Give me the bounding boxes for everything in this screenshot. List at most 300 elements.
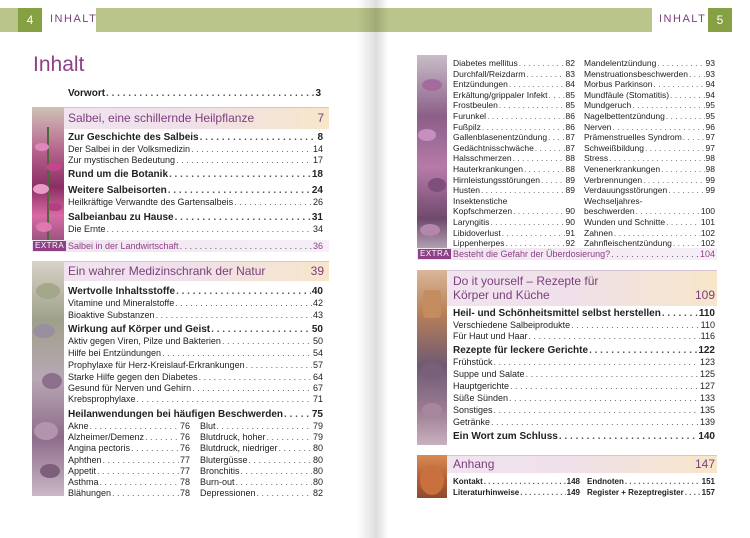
dot-leader xyxy=(612,122,704,133)
toc-entry[interactable] xyxy=(584,122,715,133)
dot-leader xyxy=(509,393,699,404)
toc-entry[interactable] xyxy=(453,206,575,217)
toc-page: 82 xyxy=(565,58,575,68)
section-page: 39 xyxy=(310,264,324,278)
toc-entry[interactable] xyxy=(453,153,575,164)
page-gutter-shadow xyxy=(375,0,389,538)
toc-page: 97 xyxy=(705,142,715,153)
toc-label: Blutergüsse xyxy=(200,454,248,465)
toc-entry[interactable] xyxy=(584,143,715,154)
toc-entry[interactable] xyxy=(68,348,323,359)
toc-label: Blutdruck, hoher xyxy=(200,432,266,443)
toc-label: Husten xyxy=(453,185,480,196)
toc-label: Fußpilz xyxy=(453,121,481,132)
toc-page: 94 xyxy=(705,79,715,90)
toc-label: Wirkung auf Körper und Geist xyxy=(68,324,211,335)
toc-page: 78 xyxy=(179,488,190,499)
dot-leader xyxy=(494,357,699,368)
toc-entry[interactable] xyxy=(584,79,715,90)
toc-page: 88 xyxy=(565,153,575,164)
toc-label: Krebsprophylaxe xyxy=(68,394,136,404)
toc-entry[interactable] xyxy=(584,153,715,164)
toc-entry[interactable] xyxy=(68,394,323,405)
toc-label: Hirnleistungsstörungen xyxy=(453,174,540,185)
toc-entry[interactable] xyxy=(584,175,715,186)
toc-label: Endnoten xyxy=(587,477,624,486)
toc-entry[interactable] xyxy=(68,168,323,181)
toc-entry[interactable] xyxy=(200,443,323,454)
toc-entry[interactable] xyxy=(68,197,323,208)
extra-badge: EXTRA xyxy=(420,249,450,258)
toc-page: 100 xyxy=(700,206,715,217)
toc-page: 98 xyxy=(705,164,715,174)
dot-leader xyxy=(683,132,705,143)
dot-leader xyxy=(103,455,179,466)
toc-page: 77 xyxy=(179,454,190,465)
page-gutter-shadow xyxy=(357,0,375,538)
toc-page: 78 xyxy=(179,477,190,487)
dot-leader xyxy=(535,143,565,154)
dot-leader xyxy=(481,185,565,196)
toc-page: 101 xyxy=(700,217,715,227)
section-page: 7 xyxy=(317,111,324,125)
toc-page: 79 xyxy=(312,421,323,431)
section-heading-salbei[interactable] xyxy=(68,111,324,125)
toc-entry[interactable] xyxy=(584,228,715,239)
dot-leader xyxy=(670,90,704,101)
toc-entry[interactable] xyxy=(453,393,715,404)
toc-entry[interactable] xyxy=(453,344,715,357)
toc-label: Wunden und Schnitte xyxy=(584,217,666,227)
dot-leader xyxy=(267,432,312,443)
toc-label: Zahnfleischentzündung xyxy=(584,238,672,249)
dot-leader xyxy=(668,185,704,196)
dot-leader xyxy=(137,394,312,405)
dot-leader xyxy=(490,217,564,228)
toc-entry[interactable] xyxy=(453,58,575,69)
toc-page: 157 xyxy=(701,488,715,497)
dot-leader xyxy=(145,432,179,443)
toc-entry[interactable] xyxy=(200,421,323,432)
toc-label: Erkältung/grippaler Infekt xyxy=(453,89,548,100)
toc-label: Heil- und Schönheitsmittel selbst herstellen xyxy=(453,308,661,319)
toc-page: 99 xyxy=(705,174,715,185)
toc-entry[interactable] xyxy=(453,405,715,416)
toc-page: 95 xyxy=(705,111,715,121)
dot-leader xyxy=(494,405,699,416)
dot-leader xyxy=(685,487,701,498)
toc-entry[interactable] xyxy=(68,211,323,224)
dot-leader xyxy=(689,69,705,80)
toc-page: 116 xyxy=(700,331,715,341)
toc-label: Zur mystischen Bedeutung xyxy=(68,155,176,165)
toc-entry[interactable] xyxy=(453,307,715,320)
toc-entry[interactable] xyxy=(200,455,323,466)
toc-page: 26 xyxy=(312,197,323,207)
toc-page: 127 xyxy=(699,381,715,391)
toc-page: 149 xyxy=(566,488,580,497)
toc-page: 85 xyxy=(565,100,575,111)
dot-leader xyxy=(559,430,697,443)
toc-entry[interactable] xyxy=(453,143,575,154)
toc-label: Prophylaxe für Herz-Kreislauf-Erkrankungen xyxy=(68,360,245,370)
toc-label: Morbus Parkinson xyxy=(584,79,653,90)
toc-page: 76 xyxy=(179,443,190,454)
dot-leader xyxy=(131,443,179,454)
toc-entry[interactable] xyxy=(68,285,323,298)
toc-label: Frostbeulen xyxy=(453,100,498,111)
dot-leader xyxy=(654,79,705,90)
toc-entry-extra[interactable] xyxy=(68,241,323,252)
toc-page: 87 xyxy=(565,132,575,143)
toc-page: 42 xyxy=(312,298,323,308)
toc-entry[interactable] xyxy=(453,111,575,122)
toc-label: Furunkel xyxy=(453,111,487,121)
toc-page: 94 xyxy=(705,89,715,100)
toc-entry[interactable] xyxy=(68,131,323,144)
toc-entry[interactable] xyxy=(453,369,715,380)
toc-page: 77 xyxy=(179,465,190,476)
toc-entry[interactable] xyxy=(68,466,190,477)
toc-page: 86 xyxy=(565,121,575,132)
toc-label: Literaturhinweise xyxy=(453,488,520,497)
dot-leader xyxy=(499,100,565,111)
leaf-illustration-icon xyxy=(32,261,64,496)
toc-entry[interactable] xyxy=(453,331,715,342)
toc-label: Mandelentzündung xyxy=(584,58,657,68)
page-number: 4 xyxy=(18,8,42,32)
dot-leader xyxy=(625,476,701,487)
dot-leader xyxy=(192,383,312,394)
dot-leader xyxy=(529,331,700,342)
toc-page: 50 xyxy=(312,336,323,346)
dot-leader xyxy=(222,336,312,347)
toc-label: Verschiedene Salbeiprodukte xyxy=(453,320,571,330)
dot-leader xyxy=(491,417,699,428)
dot-leader xyxy=(176,285,311,298)
toc-label: Asthma xyxy=(68,477,99,487)
toc-entry[interactable] xyxy=(453,320,715,331)
toc-label: Prämenstruelles Syndrom xyxy=(584,132,682,143)
dot-leader xyxy=(487,111,564,122)
toc-entry[interactable] xyxy=(584,217,715,228)
dot-leader xyxy=(636,206,700,217)
dot-leader xyxy=(513,153,565,164)
sage-blossom-photo xyxy=(417,55,447,260)
toc-entry[interactable] xyxy=(68,488,190,499)
toc-entry[interactable] xyxy=(453,100,575,111)
dot-leader xyxy=(175,298,312,309)
jar-illustration-icon xyxy=(417,270,447,445)
toc-entry[interactable] xyxy=(68,383,323,394)
toc-label: Entzündungen xyxy=(453,79,508,90)
toc-page: 43 xyxy=(312,310,323,320)
toc-label: Bronchitis xyxy=(200,465,240,476)
dot-leader xyxy=(548,132,564,143)
dot-leader xyxy=(482,122,565,133)
toc-page: 31 xyxy=(311,212,323,223)
toc-entry[interactable] xyxy=(453,122,575,133)
extra-badge: EXTRA xyxy=(35,241,65,250)
toc-label: Laryngitis xyxy=(453,217,490,227)
toc-page: 79 xyxy=(312,432,323,443)
toc-entry[interactable] xyxy=(584,164,715,175)
dot-leader xyxy=(162,348,312,359)
toc-label: Wechseljahres- xyxy=(584,195,643,206)
toc-entry[interactable] xyxy=(584,206,715,217)
section-page: 109 xyxy=(694,288,715,302)
section-title: Ein wahrer Medizinschrank der Natur xyxy=(68,264,266,278)
dot-leader xyxy=(200,131,317,144)
toc-page: 76 xyxy=(179,432,190,443)
dot-leader xyxy=(524,164,565,175)
toc-page: 102 xyxy=(700,227,715,238)
dot-leader xyxy=(191,144,312,155)
flower-illustration-icon xyxy=(32,107,64,252)
toc-page: 90 xyxy=(565,217,575,227)
toc-entry[interactable] xyxy=(200,466,323,477)
toc-entry[interactable] xyxy=(68,224,323,235)
dot-leader xyxy=(180,241,312,252)
toc-page: 50 xyxy=(311,324,323,335)
toc-entry[interactable] xyxy=(200,477,323,488)
toc-entry-extra[interactable] xyxy=(453,249,715,260)
dot-leader xyxy=(526,369,699,380)
dot-leader xyxy=(632,100,704,111)
toc-page: 125 xyxy=(699,369,715,379)
toc-label: Wertvolle Inhaltsstoffe xyxy=(68,286,176,297)
toc-entry[interactable] xyxy=(584,90,715,101)
toc-page: 80 xyxy=(312,477,323,487)
toc-entry[interactable] xyxy=(200,432,323,443)
toc-label: Blähungen xyxy=(68,488,112,499)
toc-label: Heilkräftige Verwandte des Gartensalbeis xyxy=(68,197,234,207)
toc-label: Nagelbettentzündung xyxy=(584,111,665,121)
toc-page: 148 xyxy=(566,477,580,486)
dot-leader xyxy=(541,175,565,186)
toc-page: 34 xyxy=(312,224,323,234)
toc-page: 14 xyxy=(312,144,323,154)
toc-entry[interactable] xyxy=(453,90,575,101)
toc-label: Kontakt xyxy=(453,477,483,486)
toc-page: 123 xyxy=(699,357,715,367)
toc-page: 110 xyxy=(698,308,715,319)
dot-leader xyxy=(168,184,311,197)
toc-label: Aphthen xyxy=(68,454,102,465)
toc-entry[interactable] xyxy=(68,443,190,454)
toc-page: 90 xyxy=(565,206,575,217)
toc-label: Burn-out xyxy=(200,477,235,487)
toc-label: Hauptgerichte xyxy=(453,381,510,391)
toc-entry[interactable] xyxy=(200,488,323,499)
toc-entry[interactable] xyxy=(584,58,715,69)
toc-entry[interactable] xyxy=(68,372,323,383)
dot-leader xyxy=(666,217,700,228)
dot-leader xyxy=(645,143,705,154)
toc-page: 8 xyxy=(317,132,323,143)
toc-entry[interactable] xyxy=(68,310,323,321)
toc-label: Heilanwendungen bei häufigen Beschwerden xyxy=(68,409,284,420)
dot-leader xyxy=(169,168,311,181)
blossom-illustration-icon xyxy=(417,55,447,260)
dot-leader xyxy=(661,164,704,175)
dot-leader xyxy=(526,69,564,80)
toc-entry-vorwort[interactable] xyxy=(68,87,321,100)
header-label: INHALT xyxy=(50,13,98,25)
toc-entry[interactable] xyxy=(68,336,323,347)
dot-leader xyxy=(284,408,311,421)
toc-entry[interactable] xyxy=(587,487,715,498)
toc-entry[interactable] xyxy=(453,79,575,90)
toc-page: 92 xyxy=(565,238,575,249)
toc-label: Die Ernte xyxy=(68,224,106,234)
toc-label: Register + Rezeptregister xyxy=(587,488,684,497)
page-title: Inhalt xyxy=(33,53,85,76)
toc-page: 151 xyxy=(701,477,715,486)
dot-leader xyxy=(484,476,566,487)
header-label: INHALT xyxy=(659,13,707,25)
dot-leader xyxy=(156,310,312,321)
toc-page: 99 xyxy=(705,185,715,196)
toc-entry[interactable] xyxy=(453,476,580,487)
dot-leader xyxy=(571,320,700,331)
section-title-line2: Körper und Küche xyxy=(453,288,550,302)
dot-leader xyxy=(549,90,565,101)
toc-page: 80 xyxy=(312,465,323,476)
section-heading-medizinschrank[interactable] xyxy=(68,264,324,278)
toc-label: Kopfschmerzen xyxy=(453,206,513,217)
toc-page: 76 xyxy=(179,421,190,431)
toc-entry[interactable] xyxy=(453,217,575,228)
dot-leader xyxy=(609,153,704,164)
dot-leader xyxy=(666,111,705,122)
section-heading-anhang[interactable] xyxy=(453,457,715,471)
dot-leader xyxy=(211,323,311,336)
toc-entry[interactable] xyxy=(453,357,715,368)
toc-entry[interactable] xyxy=(453,69,575,80)
section-title: Salbei, eine schillernde Heilpflanze xyxy=(68,111,255,125)
toc-entry[interactable] xyxy=(453,487,580,498)
toc-entry[interactable] xyxy=(68,455,190,466)
toc-page: 83 xyxy=(565,68,575,79)
toc-entry[interactable] xyxy=(584,69,715,80)
toc-page: 133 xyxy=(699,393,715,403)
toc-entry[interactable] xyxy=(68,421,190,432)
toc-label: Mundgeruch xyxy=(584,100,632,111)
toc-label: Weitere Salbeisorten xyxy=(68,185,167,196)
dot-leader xyxy=(241,466,312,477)
toc-page: 80 xyxy=(312,443,323,454)
toc-label: Gesund für Nerven und Gehirn xyxy=(68,383,192,393)
toc-page: 135 xyxy=(699,405,715,415)
toc-page: 17 xyxy=(312,155,323,165)
toc-label: Hauterkrankungen xyxy=(453,164,523,174)
section-heading-rezepte[interactable] xyxy=(453,274,598,302)
toc-entry[interactable] xyxy=(68,408,323,421)
toc-entry[interactable] xyxy=(587,476,715,487)
toc-entry[interactable] xyxy=(453,381,715,392)
toc-entry[interactable] xyxy=(453,228,575,239)
toc-entry[interactable] xyxy=(453,196,575,207)
toc-label: Salbeianbau zu Hause xyxy=(68,212,174,223)
toc-entry[interactable] xyxy=(584,185,715,196)
toc-label: Für Haut und Haar xyxy=(453,331,528,341)
dot-leader xyxy=(106,87,314,100)
toc-page: 86 xyxy=(565,111,575,121)
toc-page: 95 xyxy=(705,100,715,111)
toc-label: Zahnen xyxy=(584,227,613,238)
section-page: 147 xyxy=(694,457,715,471)
toc-label: Blut xyxy=(200,421,216,431)
toc-page: 64 xyxy=(312,372,323,382)
toc-entry[interactable] xyxy=(453,132,575,143)
toc-label: Rund um die Botanik xyxy=(68,169,168,180)
toc-label: Halsschmerzen xyxy=(453,153,512,164)
toc-entry[interactable] xyxy=(68,432,190,443)
toc-page: 36 xyxy=(312,241,323,251)
toc-page: 3 xyxy=(315,88,321,99)
toc-entry[interactable] xyxy=(584,132,715,143)
toc-label: Schweißbildung xyxy=(584,142,645,153)
toc-entry[interactable] xyxy=(68,298,323,309)
dot-leader xyxy=(100,477,179,488)
toc-label: Verdauungsstörungen xyxy=(584,185,668,196)
section-title: Anhang xyxy=(453,457,495,471)
dot-leader xyxy=(279,443,312,454)
recipe-photo xyxy=(417,270,447,445)
toc-page: 122 xyxy=(698,345,715,356)
toc-entry[interactable] xyxy=(453,430,715,443)
toc-label: Venenerkrankungen xyxy=(584,164,661,174)
toc-page: 139 xyxy=(699,417,715,427)
toc-entry[interactable] xyxy=(453,185,575,196)
toc-label: Akne xyxy=(68,421,89,431)
toc-entry[interactable] xyxy=(68,155,323,166)
toc-entry[interactable] xyxy=(68,360,323,371)
dot-leader xyxy=(249,455,312,466)
section-title-line1: Do it yourself – Rezepte für xyxy=(453,274,599,288)
toc-entry[interactable] xyxy=(453,417,715,428)
toc-label: Libidoverlust xyxy=(453,227,501,238)
dot-leader xyxy=(246,360,312,371)
toc-label: Frühstück xyxy=(453,357,493,367)
dot-leader xyxy=(199,372,312,383)
toc-entry[interactable] xyxy=(453,175,575,186)
toc-entry[interactable] xyxy=(584,196,715,207)
toc-label: Nerven xyxy=(584,121,612,132)
toc-entry[interactable] xyxy=(68,477,190,488)
toc-entry[interactable] xyxy=(453,164,575,175)
dot-leader xyxy=(662,307,698,320)
toc-entry[interactable] xyxy=(68,144,323,155)
toc-label: Besteht die Gefahr der Überdosierung? xyxy=(453,249,611,259)
dot-leader xyxy=(176,155,312,166)
toc-entry[interactable] xyxy=(68,184,323,197)
toc-label: Ein Wort zum Schluss xyxy=(453,431,558,442)
toc-entry[interactable] xyxy=(584,100,715,111)
toc-entry[interactable] xyxy=(68,323,323,336)
toc-label: Der Salbei in der Volksmedizin xyxy=(68,144,191,154)
dot-leader xyxy=(112,488,179,499)
toc-page: 75 xyxy=(311,409,323,420)
toc-label: Alzheimer/Demenz xyxy=(68,432,145,443)
bottle-illustration-icon xyxy=(417,455,447,498)
page-number: 5 xyxy=(708,8,732,32)
toc-label: Süße Sünden xyxy=(453,393,509,403)
toc-page: 89 xyxy=(565,174,575,185)
toc-label: Verbrennungen xyxy=(584,174,643,185)
toc-entry[interactable] xyxy=(584,111,715,122)
